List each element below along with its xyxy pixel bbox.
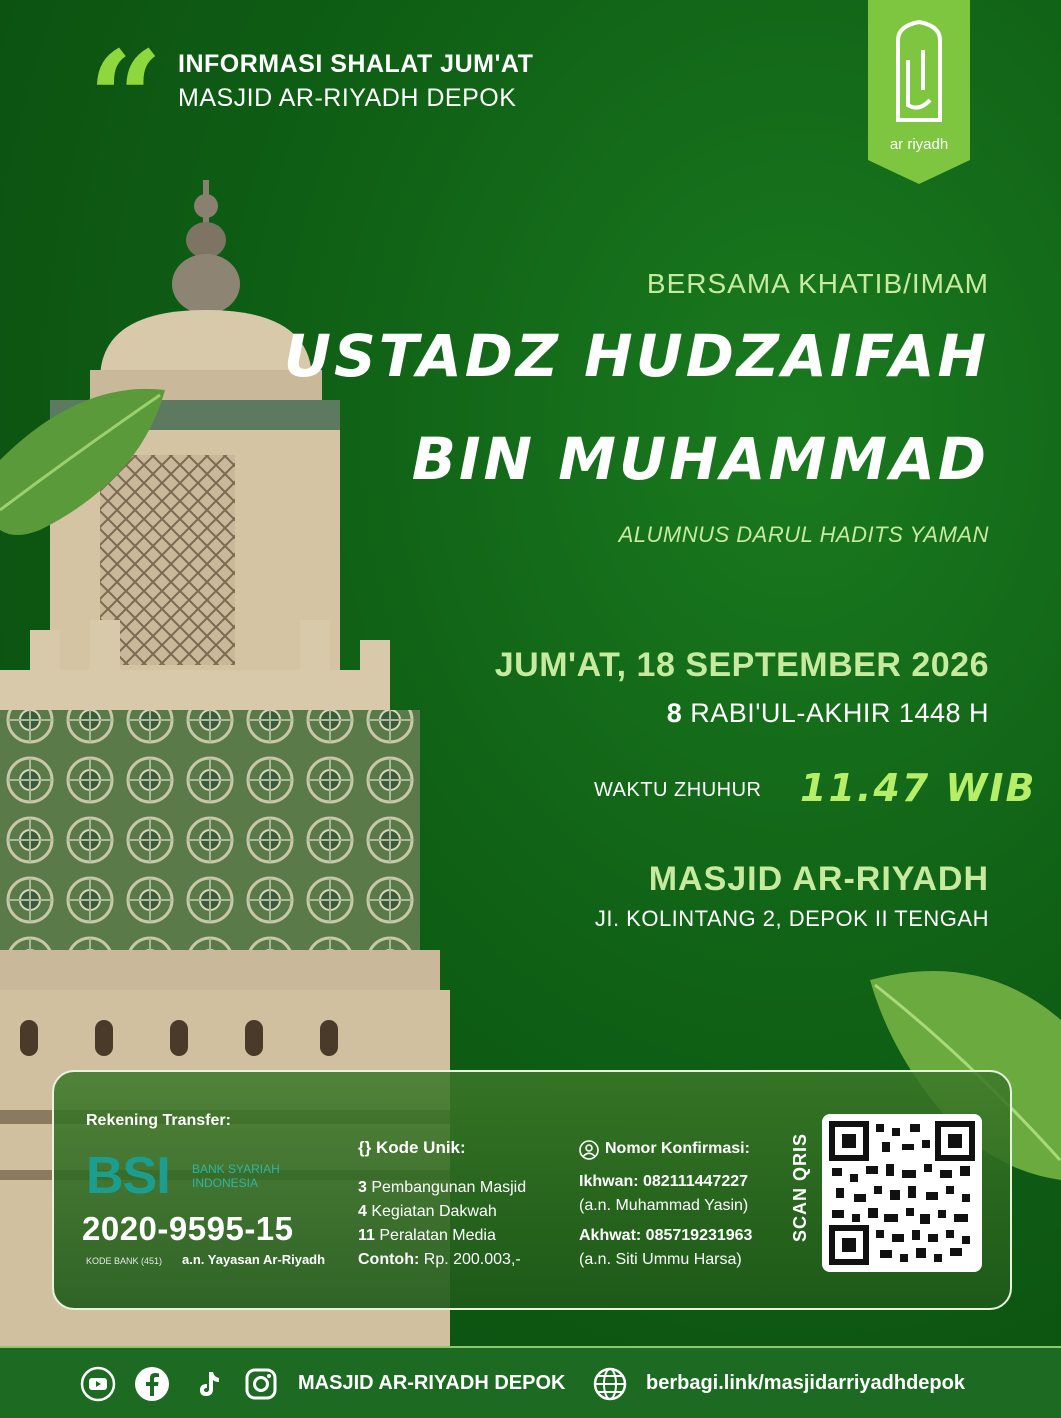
bsi-subtitle	[192, 1162, 332, 1190]
ikhwan-name: (a.n. Muhammad Yasin)	[579, 1197, 749, 1214]
account-holder: a.n. Yayasan Ar-Riyadh	[182, 1252, 326, 1267]
konfirmasi-title: Nomor Konfirmasi:	[605, 1140, 750, 1157]
masjid-address: JI. KOLINTANG 2, DEPOK II TENGAH	[594, 906, 989, 931]
bsi-logo: BSI	[86, 1147, 170, 1205]
khatib-alumnus: ALUMNUS DARUL HADITS YAMAN	[618, 522, 989, 547]
ar-riyadh-logo	[868, 0, 970, 184]
kode-unik-list	[358, 1176, 526, 1272]
youtube-icon[interactable]	[80, 1366, 116, 1402]
footer-social-name[interactable]: MASJID AR-RIYADH DEPOK	[298, 1372, 566, 1394]
waktu-label: WAKTU ZHUHUR	[594, 779, 762, 801]
instagram-icon[interactable]	[243, 1366, 279, 1402]
list-item: 4 Kegiatan Dakwah	[358, 1203, 497, 1220]
list-item: 3 Pembangunan Masjid	[358, 1179, 527, 1196]
kode-unik-title: {} Kode Unik:	[358, 1138, 466, 1157]
hijri-date	[667, 698, 989, 729]
donation-panel	[52, 1070, 1012, 1310]
header-subtitle: MASJID AR-RIYADH DEPOK	[178, 84, 517, 112]
footer-link[interactable]: berbagi.link/masjidarriyadhdepok	[646, 1372, 965, 1394]
hijri-month-year: RABI'UL-AKHIR 1448 H	[682, 698, 989, 728]
khatib-label: BERSAMA KHATIB/IMAM	[646, 268, 989, 299]
ikhwan-number: Ikhwan: 082111447227	[579, 1173, 749, 1190]
akhwat-name: (a.n. Siti Ummu Harsa)	[579, 1251, 742, 1268]
user-icon	[579, 1140, 599, 1160]
khatib-name-line1: USTADZ HUDZAIFAH	[283, 322, 989, 390]
akhwat-number: Akhwat: 085719231963	[579, 1227, 753, 1244]
globe-icon	[592, 1366, 628, 1402]
facebook-icon[interactable]	[134, 1366, 170, 1402]
khatib-name-line2: BIN MUHAMMAD	[411, 425, 989, 493]
tiktok-icon[interactable]	[190, 1366, 226, 1402]
rekening-number: 2020-9595-15	[82, 1210, 294, 1247]
kode-bank: KODE BANK (451)	[86, 1256, 163, 1266]
qr-code-icon	[822, 1114, 982, 1272]
bsi-subtitle-line2: INDONESIA	[192, 1176, 259, 1190]
scan-qris-label: SCAN QRIS	[790, 1132, 810, 1242]
waktu-time: 11.47 WIB	[800, 766, 1037, 810]
list-item: 11 Peralatan Media	[358, 1227, 496, 1244]
bsi-subtitle-line1: BANK SYARIAH	[192, 1162, 280, 1176]
header-title: INFORMASI SHALAT JUM'AT	[178, 50, 534, 78]
rekening-label: Rekening Transfer:	[86, 1112, 231, 1129]
masjid-name: MASJID AR-RIYADH	[648, 860, 989, 898]
konfirmasi-list	[579, 1170, 752, 1272]
quote-mark: “	[88, 22, 163, 175]
event-date: JUM'AT, 18 SEPTEMBER 2026	[494, 646, 989, 684]
hijri-day: 8	[666, 698, 683, 728]
qris-code[interactable]	[822, 1114, 982, 1272]
logo-text: ar riyadh	[889, 136, 949, 153]
list-item: Contoh: Rp. 200.003,-	[358, 1251, 521, 1268]
